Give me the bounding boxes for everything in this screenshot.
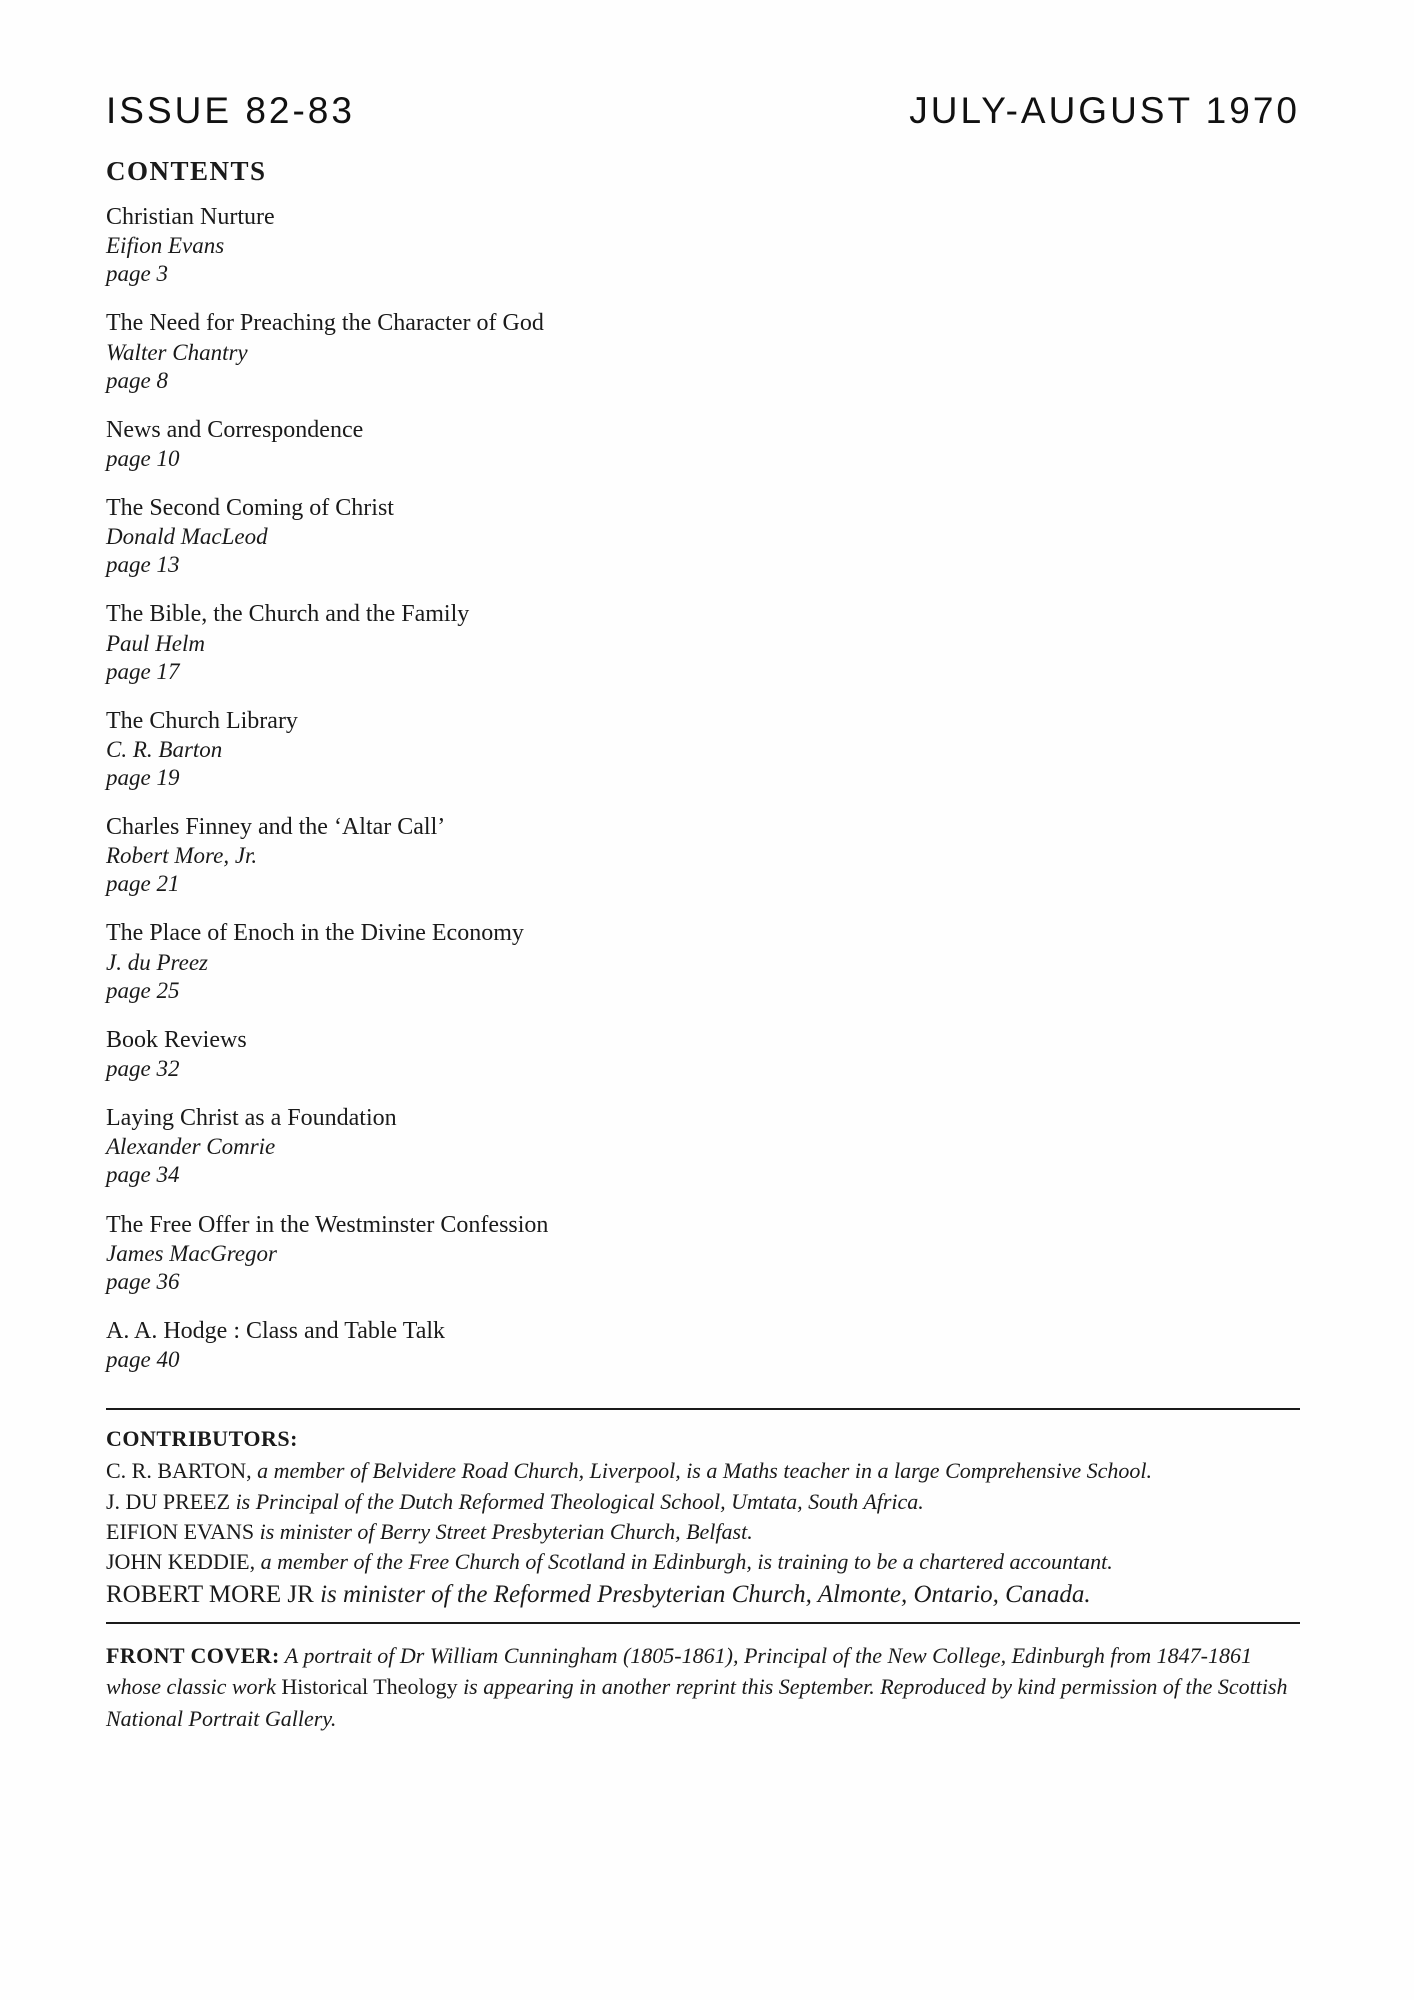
toc-author: Walter Chantry xyxy=(106,339,248,365)
contributor-line xyxy=(106,1578,1300,1613)
toc-page: page 10 xyxy=(106,445,180,471)
toc-entry xyxy=(106,813,726,898)
toc-page: page 34 xyxy=(106,1162,180,1188)
toc-page: page 8 xyxy=(106,367,168,393)
toc-entry xyxy=(106,1104,726,1189)
contributor-desc: is Principal of the Dutch Reformed Theological School, Umtata, South Africa. xyxy=(235,1488,924,1514)
toc-title: The Church Library xyxy=(106,707,298,734)
toc-entry xyxy=(106,1026,726,1083)
toc-title: Book Reviews xyxy=(106,1026,247,1053)
toc-entry xyxy=(106,309,726,394)
front-cover-label: FRONT COVER: xyxy=(106,1643,280,1669)
contributor-name: J. DU PREEZ xyxy=(106,1488,231,1514)
front-cover-work-title: Historical Theology xyxy=(281,1674,458,1700)
front-cover-text-after: is appearing in another reprint this September. Reproduced by kind permission of the Scottish National Portrait Gallery. xyxy=(106,1674,1288,1731)
issue-date: JULY-AUGUST 1970 xyxy=(909,90,1300,131)
toc-author: James MacGregor xyxy=(106,1240,277,1266)
toc-title: A. A. Hodge : Class and Table Talk xyxy=(106,1317,446,1344)
contributor-line xyxy=(106,1517,1300,1547)
toc-entry xyxy=(106,707,726,792)
contributors-label: CONTRIBUTORS: xyxy=(106,1426,298,1452)
toc-title: The Bible, the Church and the Family xyxy=(106,601,470,628)
toc-title: Laying Christ as a Foundation xyxy=(106,1105,397,1132)
toc-title: The Second Coming of Christ xyxy=(106,495,394,522)
toc-page: page 40 xyxy=(106,1347,180,1373)
toc-entry xyxy=(106,1317,726,1374)
toc-author: C. R. Barton xyxy=(106,737,223,763)
front-cover-note xyxy=(106,1640,1300,1734)
front-cover-text-before: A portrait of Dr William Cunningham (1805-1861), Principal of the New College, Edinburgh from 1847-1861 whose classic work xyxy=(106,1643,1252,1700)
toc-entry xyxy=(106,919,726,1004)
toc-author: Paul Helm xyxy=(106,630,206,656)
toc-author: Robert More, Jr. xyxy=(106,843,258,869)
toc-entry xyxy=(106,416,726,473)
toc-entry xyxy=(106,1211,726,1296)
toc-page: page 19 xyxy=(106,765,180,791)
toc-title: The Free Offer in the Westminster Confession xyxy=(106,1211,549,1238)
contributor-name: EIFION EVANS xyxy=(106,1518,255,1544)
contributor-line xyxy=(106,1547,1300,1577)
contributor-desc: is minister of the Reformed Presbyterian Church, Almonte, Ontario, Canada. xyxy=(320,1580,1091,1608)
toc-author: Donald MacLeod xyxy=(106,524,268,550)
table-of-contents xyxy=(106,203,726,1374)
toc-title: Christian Nurture xyxy=(106,204,275,230)
toc-page: page 32 xyxy=(106,1056,180,1082)
toc-entry xyxy=(106,494,726,579)
contributor-line xyxy=(106,1456,1300,1486)
toc-title: News and Correspondence xyxy=(106,416,364,443)
toc-author: Alexander Comrie xyxy=(106,1134,276,1160)
contents-heading: CONTENTS xyxy=(106,156,267,186)
divider-below-contributors xyxy=(106,1622,1300,1624)
toc-title: The Place of Enoch in the Divine Economy xyxy=(106,920,524,947)
masthead xyxy=(106,90,1300,132)
toc-page: page 3 xyxy=(106,261,168,287)
contributor-desc: a member of the Free Church of Scotland in Edinburgh, is training to be a chartered accountant. xyxy=(260,1549,1113,1575)
toc-entry xyxy=(106,600,726,685)
contributor-name: C. R. BARTON, xyxy=(106,1458,252,1484)
page-content xyxy=(106,90,1300,1734)
contributors-section xyxy=(106,1426,1300,1612)
toc-page: page 21 xyxy=(106,871,180,897)
contributor-desc: is minister of Berry Street Presbyterian Church, Belfast. xyxy=(259,1518,753,1544)
toc-title: Charles Finney and the ‘Altar Call’ xyxy=(106,814,446,841)
toc-entry xyxy=(106,203,726,288)
toc-author: J. du Preez xyxy=(106,949,208,975)
toc-page: page 25 xyxy=(106,977,180,1003)
divider-above-contributors xyxy=(106,1408,1300,1410)
contributor-line xyxy=(106,1487,1300,1517)
toc-author: Eifion Evans xyxy=(106,233,225,259)
contributor-name: ROBERT MORE JR xyxy=(106,1580,314,1608)
toc-page: page 17 xyxy=(106,658,180,684)
toc-page: page 13 xyxy=(106,552,180,578)
contributor-desc: a member of Belvidere Road Church, Liverpool, is a Maths teacher in a large Comprehensive School. xyxy=(257,1458,1152,1484)
toc-page: page 36 xyxy=(106,1268,180,1294)
toc-title: The Need for Preaching the Character of God xyxy=(106,310,544,337)
contributor-name: JOHN KEDDIE, xyxy=(106,1549,256,1575)
issue-number: ISSUE 82-83 xyxy=(106,90,355,131)
